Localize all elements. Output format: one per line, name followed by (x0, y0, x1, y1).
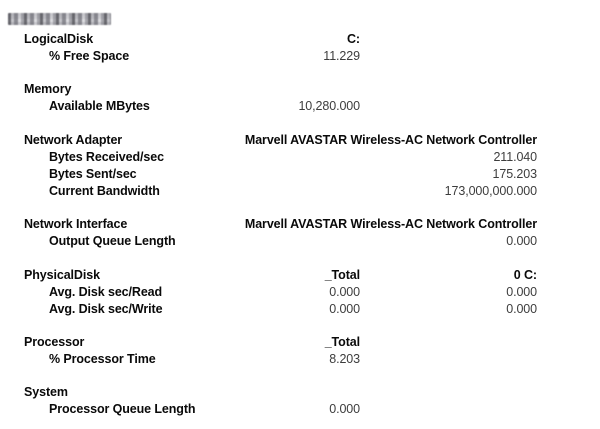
counter-value: 0.000 (329, 302, 360, 316)
section-header-physicaldisk (0, 267, 600, 284)
counter-label: % Free Space (49, 49, 130, 63)
instance-label: Marvell AVASTAR Wireless-AC Network Controller (244, 133, 537, 147)
section-header-memory (0, 81, 600, 98)
counter-label: Bytes Received/sec (49, 150, 164, 164)
counter-value: 0.000 (329, 285, 360, 299)
counter-value: 10,280.000 (298, 99, 360, 113)
section-name: PhysicalDisk (24, 268, 100, 282)
counter-row (0, 98, 600, 115)
counter-value: 211.040 (493, 150, 537, 164)
section-header-network-adapter (0, 132, 600, 149)
section-name: Network Adapter (24, 133, 123, 147)
section-header-network-interface (0, 216, 600, 233)
counter-value: 0.000 (506, 302, 537, 316)
section-name: LogicalDisk (24, 32, 94, 46)
counter-label: Bytes Sent/sec (49, 167, 137, 181)
section-name: Network Interface (24, 217, 128, 231)
counter-label: Current Bandwidth (49, 184, 160, 198)
counter-row (0, 183, 600, 200)
section-name: Processor (24, 335, 85, 349)
instance-label: Marvell AVASTAR Wireless-AC Network Controller (244, 217, 537, 231)
instance-label: _Total (324, 268, 360, 282)
computer-name-redacted (8, 13, 111, 25)
counter-row (0, 401, 600, 418)
counter-value: 0.000 (329, 402, 360, 416)
counter-label: Avg. Disk sec/Read (49, 285, 163, 299)
counter-label: Output Queue Length (49, 234, 176, 248)
counter-row (0, 351, 600, 368)
counter-value: 11.229 (323, 49, 360, 63)
counter-row (0, 48, 600, 65)
counter-label: % Processor Time (49, 352, 156, 366)
counter-label: Avg. Disk sec/Write (49, 302, 163, 316)
counter-row (0, 301, 600, 318)
section-name: Memory (24, 82, 72, 96)
instance-label: 0 C: (513, 268, 537, 282)
instance-label: _Total (324, 335, 360, 349)
counter-value: 0.000 (506, 285, 537, 299)
counter-row (0, 166, 600, 183)
counter-value: 0.000 (506, 234, 537, 248)
section-header-processor (0, 334, 600, 351)
section-header-system (0, 384, 600, 401)
counter-row (0, 149, 600, 166)
counter-value: 175.203 (492, 167, 537, 181)
counter-label: Processor Queue Length (49, 402, 196, 416)
counter-value: 173,000,000.000 (444, 184, 537, 198)
counter-row (0, 284, 600, 301)
instance-label: C: (347, 32, 360, 46)
counter-value: 8.203 (329, 352, 360, 366)
section-header-logicaldisk (0, 31, 600, 48)
counter-row (0, 233, 600, 250)
section-name: System (24, 385, 68, 399)
counter-label: Available MBytes (49, 99, 150, 113)
